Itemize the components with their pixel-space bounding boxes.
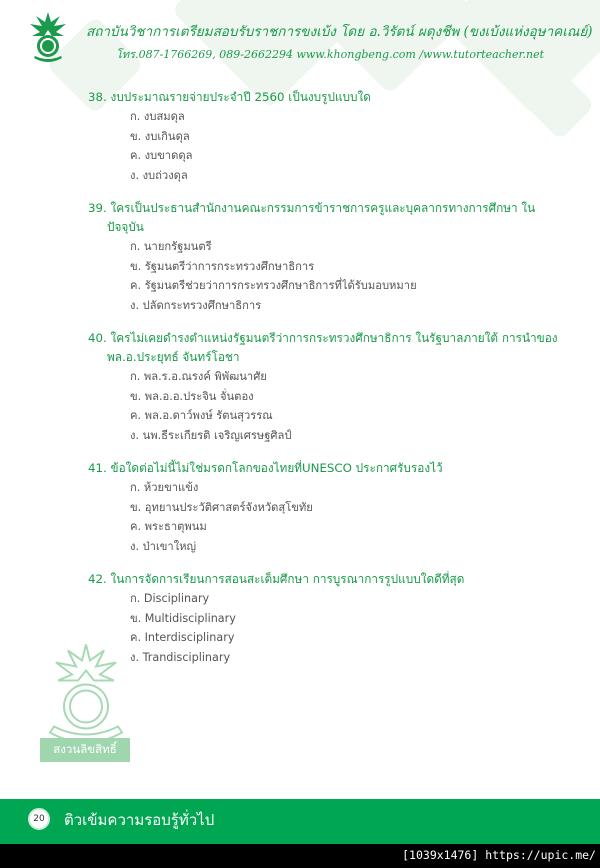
- copyright-label: สงวนลิขสิทธิ์: [40, 738, 130, 762]
- choice-b: ข. รัฐมนตรีว่าการกระทรวงศึกษาธิการ: [130, 259, 315, 273]
- choice-b: ข. Multidisciplinary: [130, 611, 236, 625]
- choice-a: ก. Disciplinary: [130, 592, 210, 605]
- choice-a: ก. พล.ร.อ.ณรงค์ พิพัฒนาศัย: [130, 370, 267, 383]
- question-40: [88, 329, 558, 445]
- choice-d: ง. ป่าเขาใหญ่: [130, 539, 197, 553]
- question-41: [88, 459, 558, 556]
- choice-b: ข. พล.อ.อ.ประจิน จั่นตอง: [130, 389, 254, 403]
- choice-a: ก. งบสมดุล: [130, 110, 185, 123]
- choice-list: [88, 107, 558, 185]
- page-number: 20: [28, 808, 50, 830]
- choice-b: ข. อุทยานประวัติศาสตร์จังหวัดสุโขทัย: [130, 500, 313, 514]
- choice-c: ค. พล.อ.ดาว์พงษ์ รัตนสุวรรณ: [130, 409, 273, 422]
- contact-info: โทร.087-1766269, 089-2662294 www.khongbeng.com /www.tutorteacher.net: [116, 48, 545, 61]
- page-footer: [0, 799, 600, 844]
- choice-list: [88, 367, 558, 445]
- question-title: 42. ในการจัดการเรียนการสอนสะเต็มศึกษา การบูรณาการรูปแบบใดดีที่สุด: [88, 572, 465, 586]
- choice-b: ข. งบเกินดุล: [130, 129, 190, 143]
- question-title: 39. ใครเป็นประธานสำนักงานคณะกรรมการข้าราชการครูและบุคลากรทางการศึกษา ในปัจจุบัน: [88, 201, 536, 234]
- choice-c: ค. พระธาตุพนม: [130, 520, 207, 533]
- choice-c: ค. งบขาดดุล: [130, 149, 193, 162]
- question-title: 40. ใครไม่เคยดำรงตำแหน่งรัฐมนตรีว่าการกระทรวงศึกษาธิการ ในรัฐบาลภายใต้ การนำของ พล.อ.ประยุทธ์ จันทร์โอชา: [88, 331, 558, 364]
- choice-d: ง. งบถ่วงดุล: [130, 168, 188, 182]
- choice-a: ก. ห้วยขาแข้ง: [130, 481, 199, 494]
- institute-name: สถาบันวิชาการเตรียมสอบรับราชการขงเบ้ง โดย อ.วิรัตน์ ผดุงชีพ (ขงเบ้งแห่งอุษาคเณย์): [86, 24, 593, 40]
- image-size-stamp: [1039x1476] https://upic.me/: [402, 848, 596, 862]
- page-header: [0, 0, 600, 70]
- question-42: [88, 570, 558, 667]
- choice-d: ง. Trandisciplinary: [130, 650, 231, 664]
- institute-logo-icon: [28, 10, 68, 64]
- choice-list: [88, 589, 558, 667]
- question-list: [88, 88, 558, 681]
- footer-title: ติวเข้มความรอบรู้ทั่วไป: [64, 811, 215, 829]
- choice-list: [88, 478, 558, 556]
- question-39: [88, 199, 558, 315]
- question-title: 38. งบประมาณรายจ่ายประจำปี 2560 เป็นงบรูปแบบใด: [88, 90, 371, 104]
- question-38: [88, 88, 558, 185]
- question-title: 41. ข้อใดต่อไม่นี้ไม่ใช่มรดกโลกของไทยที่UNESCO ประกาศรับรองไว้: [88, 461, 443, 475]
- choice-list: [88, 237, 558, 315]
- choice-a: ก. นายกรัฐมนตรี: [130, 240, 212, 253]
- choice-d: ง. ปลัดกระทรวงศึกษาธิการ: [130, 298, 262, 312]
- choice-c: ค. รัฐมนตรีช่วยว่าการกระทรวงศึกษาธิการที่ได้รับมอบหมาย: [130, 279, 417, 292]
- choice-d: ง. นพ.ธีระเกียรติ เจริญเศรษฐศิลป์: [130, 428, 292, 442]
- choice-c: ค. Interdisciplinary: [130, 631, 235, 644]
